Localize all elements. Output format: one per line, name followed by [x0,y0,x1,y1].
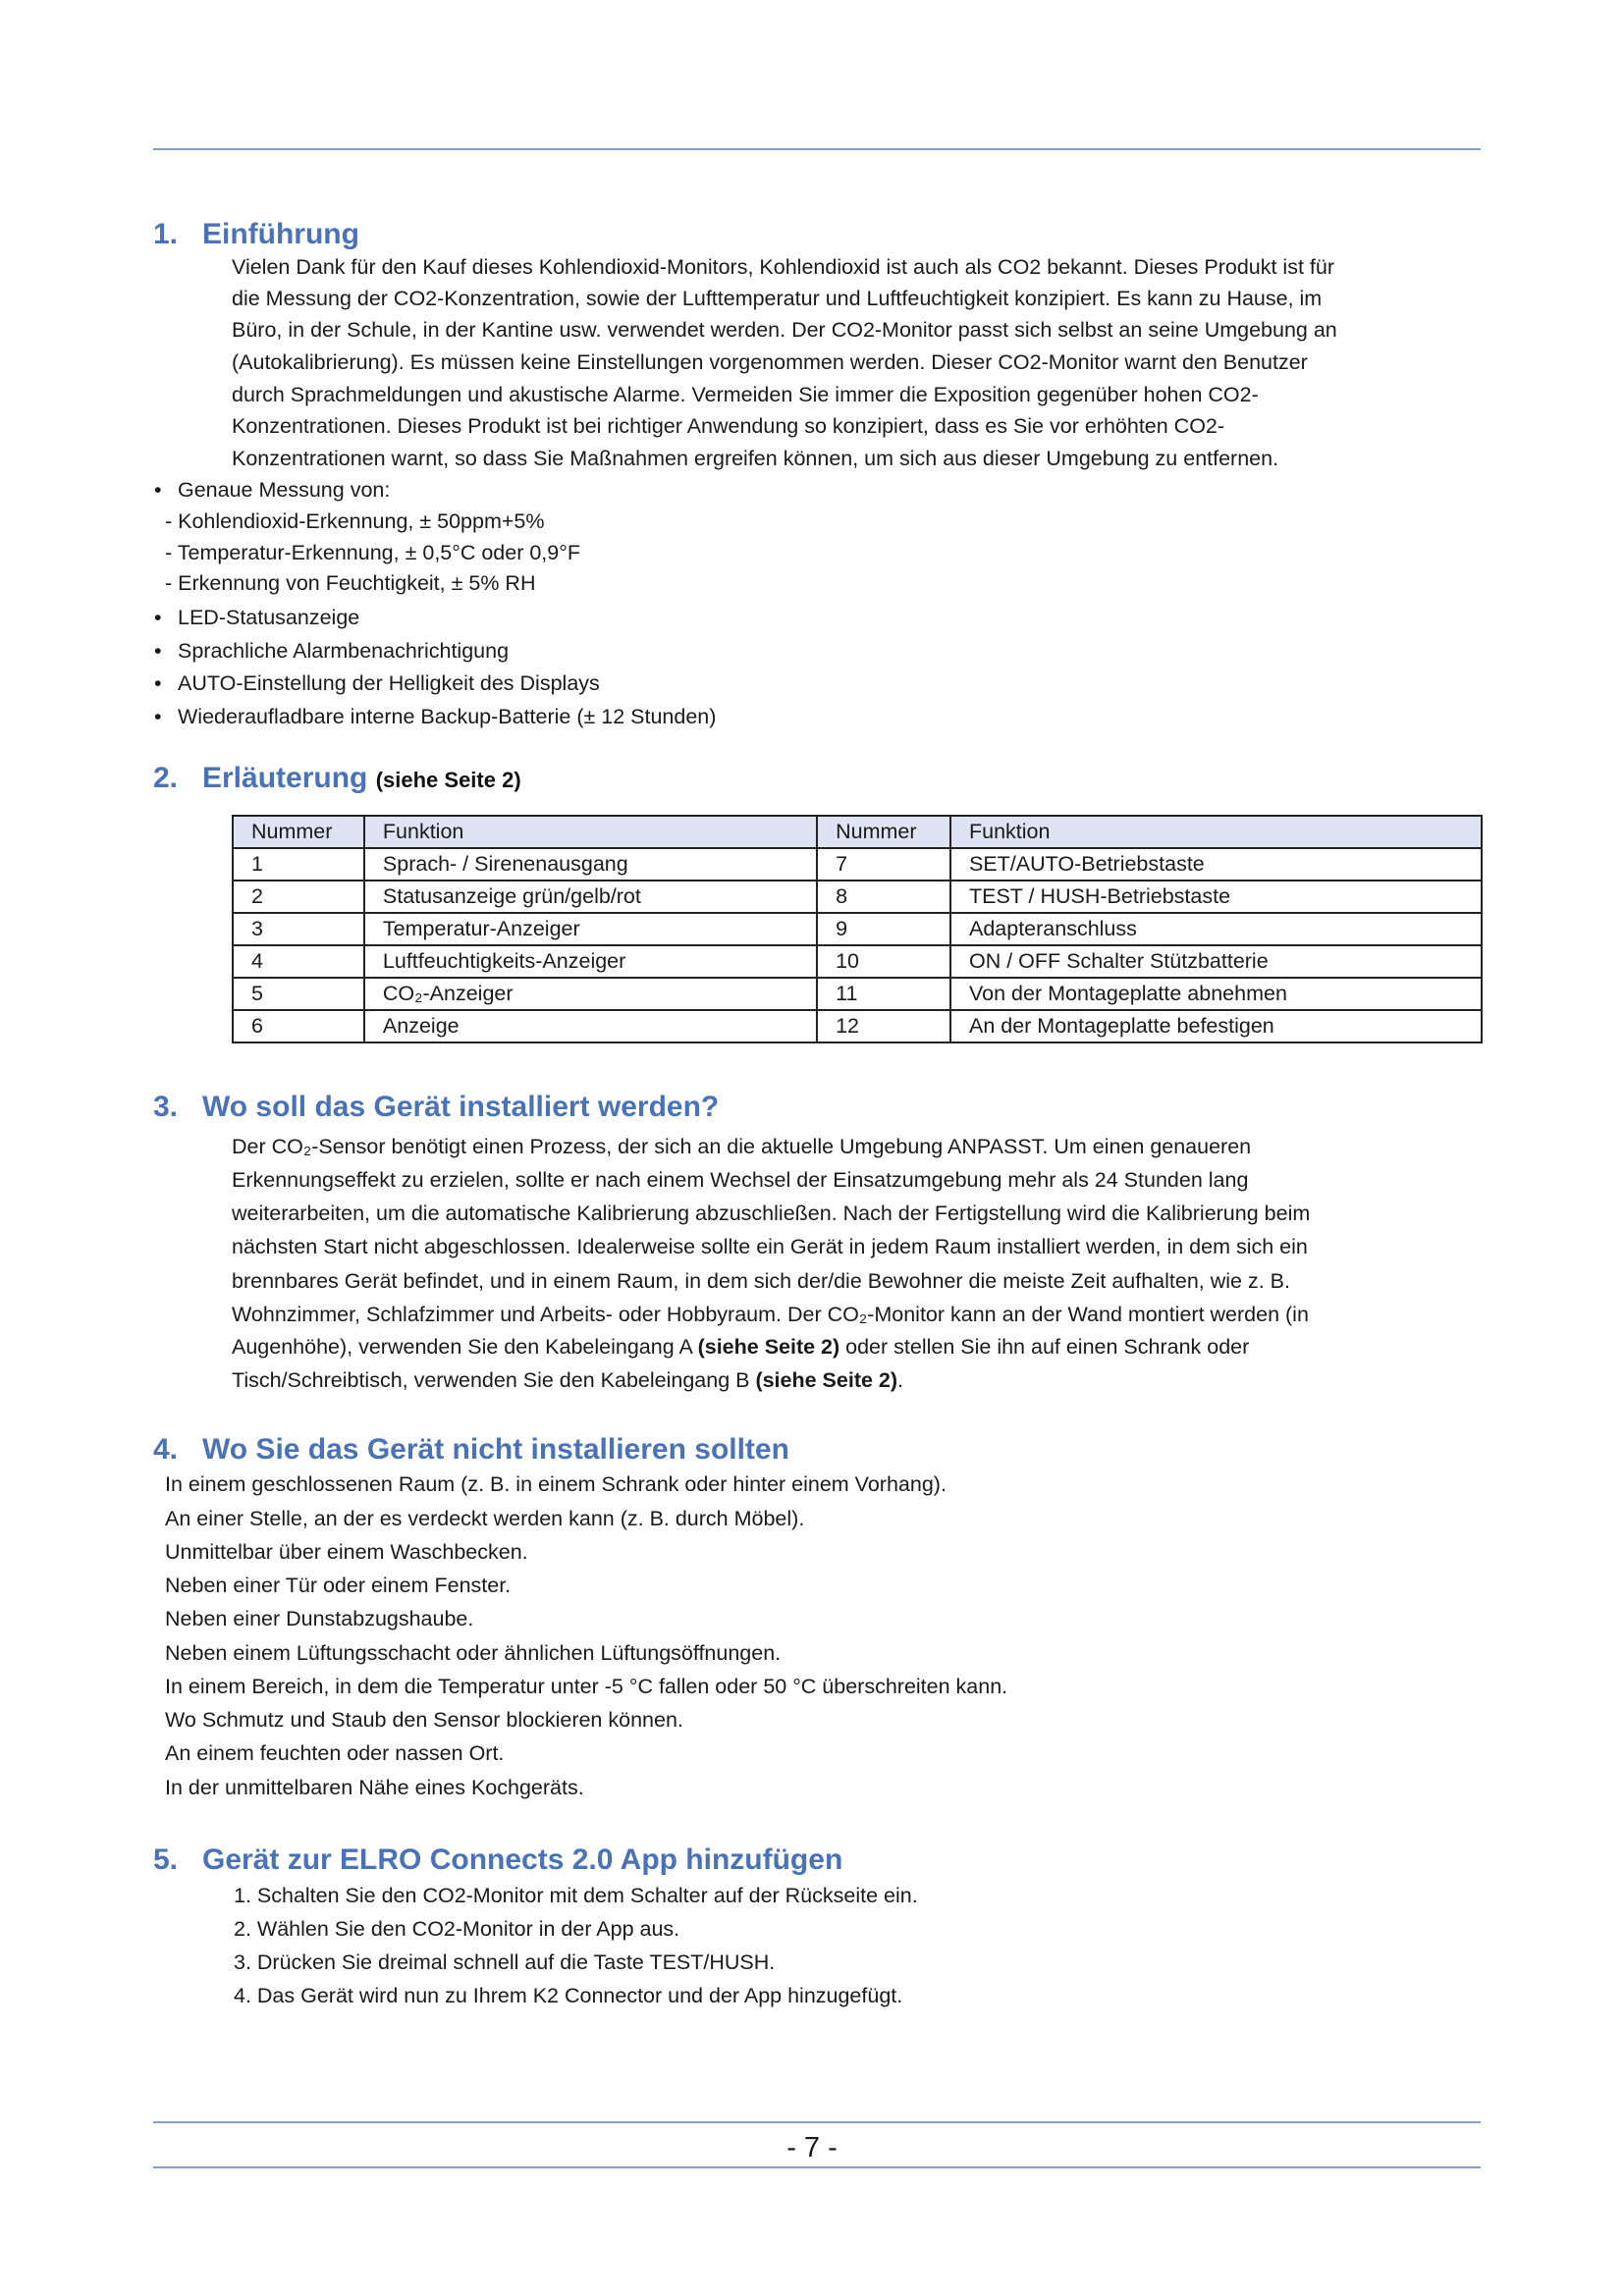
feature-item: • Wiederaufladbare interne Backup-Batterie (± 12 Stunden) [178,707,716,728]
body-text: Tisch/Schreibtisch, verwenden Sie den Kabeleingang B [232,1368,756,1392]
table-row [233,913,1482,945]
cell-function: Luftfeuchtigkeits-Anzeiger [364,945,817,978]
body-line: nächsten Start nicht abgeschlossen. Idealerweise sollte ein Gerät in jedem Raum installiert werden, in dem sich ein [232,1235,1308,1258]
cell-function: Von der Montageplatte abnehmen [950,978,1482,1010]
body-text: Augenhöhe), verwenden Sie den Kabeleingang A [232,1335,698,1359]
footer-rule-bottom [153,2166,1481,2168]
intro-line: durch Sprachmeldungen und akustische Alarme. Vermeiden Sie immer die Exposition gegenüber hohen CO2- [232,383,1259,406]
cell-number: 12 [817,1010,950,1042]
step-item: 4. Das Gerät wird nun zu Ihrem K2 Connector und der App hinzugefügt. [234,1984,903,2007]
section-5-number: 5. [153,1843,179,1876]
intro-line: Konzentrationen warnt, so dass Sie Maßnahmen ergreifen können, um sich aus dieser Umgebung zu entfernen. [232,447,1279,470]
intro-line: Konzentrationen. Dieses Produkt ist bei richtiger Anwendung so konzipiert, dass es Sie vor erhöhten CO2- [232,414,1225,438]
page-number: - 7 - [786,2132,838,2163]
section-2-subtitle: (siehe Seite 2) [375,768,521,792]
header-rule [153,148,1481,150]
table-row [233,945,1482,978]
table-row [233,978,1482,1010]
section-4-heading [153,1435,789,1465]
body-text: . [897,1368,904,1392]
list-item: In der unmittelbaren Nähe eines Kochgeräts. [165,1776,584,1799]
step-item: 2. Wählen Sie den CO2-Monitor in der App aus. [234,1917,680,1941]
body-line: brennbares Gerät befindet, und in einem Raum, in dem sich der/die Bewohner die meiste Zeit aufhalten, wie z. B. [232,1269,1290,1293]
intro-line: Vielen Dank für den Kauf dieses Kohlendioxid-Monitors, Kohlendioxid ist auch als CO2 bekannt. Dieses Produkt ist für [232,255,1334,279]
section-5-heading [153,1845,842,1875]
cell-number: 9 [817,913,950,945]
table-row [233,1010,1482,1042]
footer-rule-top [153,2121,1481,2123]
measurement-item: - Kohlendioxid-Erkennung, ± 50ppm+5% [165,509,545,533]
intro-line: die Messung der CO2-Konzentration, sowie der Lufttemperatur und Luftfeuchtigkeit konzipiert. Es kann zu Hause, im [232,287,1323,310]
header-function: Funktion [364,816,817,848]
table-row [233,881,1482,913]
step-item: 3. Drücken Sie dreimal schnell auf die Taste TEST/HUSH. [234,1950,776,1974]
page-reference: (siehe Seite 2) [755,1368,898,1392]
list-item: In einem geschlossenen Raum (z. B. in einem Schrank oder hinter einem Vorhang). [165,1472,947,1496]
cell-number: 4 [233,945,364,978]
section-4-title: Wo Sie das Gerät nicht installieren sollten [202,1433,789,1466]
list-item: Wo Schmutz und Staub den Sensor blockieren können. [165,1708,683,1732]
body-line: Der CO₂-Sensor benötigt einen Prozess, der sich an die aktuelle Umgebung ANPASST. Um einen genaueren [232,1135,1252,1158]
header-number: Nummer [233,816,364,848]
intro-line: (Autokalibrierung). Es müssen keine Einstellungen vorgenommen werden. Dieser CO2-Monitor warnt den Benutzer [232,350,1308,374]
cell-number: 11 [817,978,950,1010]
body-line: weiterarbeiten, um die automatische Kalibrierung abzuschließen. Nach der Fertigstellung wird die Kalibrierung beim [232,1201,1311,1225]
section-2-number: 2. [153,762,179,794]
cell-function: ON / OFF Schalter Stützbatterie [950,945,1482,978]
section-1-heading [153,220,359,249]
cell-function: An der Montageplatte befestigen [950,1010,1482,1042]
section-5-title: Gerät zur ELRO Connects 2.0 App hinzufügen [202,1843,843,1876]
cell-number: 3 [233,913,364,945]
table-row [233,848,1482,881]
feature-item: • AUTO-Einstellung der Helligkeit des Displays [178,673,600,695]
section-1-title: Einführung [202,218,359,250]
list-item: Unmittelbar über einem Waschbecken. [165,1540,528,1564]
section-1-number: 1. [153,218,179,250]
cell-function: TEST / HUSH-Betriebstaste [950,881,1482,913]
cell-function: Adapteranschluss [950,913,1482,945]
header-function: Funktion [950,816,1482,848]
list-item: Neben einem Lüftungsschacht oder ähnlichen Lüftungsöffnungen. [165,1641,782,1665]
cell-number: 10 [817,945,950,978]
cell-number: 2 [233,881,364,913]
cell-number: 1 [233,848,364,881]
cell-function: CO₂-Anzeiger [364,978,817,1010]
section-3-title: Wo soll das Gerät installiert werden? [202,1091,720,1123]
list-item: Neben einer Dunstabzugshaube. [165,1607,474,1630]
body-line: Wohnzimmer, Schlafzimmer und Arbeits- oder Hobbyraum. Der CO₂-Monitor kann an der Wand montiert werden (in [232,1303,1309,1326]
cell-number: 6 [233,1010,364,1042]
list-item: Neben einer Tür oder einem Fenster. [165,1574,512,1597]
cell-function: Statusanzeige grün/gelb/rot [364,881,817,913]
step-item: 1. Schalten Sie den CO2-Monitor mit dem Schalter auf der Rückseite ein. [234,1884,918,1907]
cell-number: 7 [817,848,950,881]
page-reference: (siehe Seite 2) [697,1335,840,1359]
section-3-heading [153,1093,719,1122]
cell-number: 8 [817,881,950,913]
intro-line: Büro, in der Schule, in der Kantine usw. verwendet werden. Der CO2-Monitor passt sich selbst an seine Umgebung an [232,318,1337,342]
section-2-title: Erläuterung [202,762,368,794]
body-line: Erkennungseffekt zu erzielen, sollte er nach einem Wechsel der Einsatzumgebung mehr als 24 Stunden lang [232,1168,1249,1192]
cell-function: Temperatur-Anzeiger [364,913,817,945]
measurement-item: - Erkennung von Feuchtigkeit, ± 5% RH [165,571,536,595]
body-text: oder stellen Sie ihn auf einen Schrank oder [839,1335,1250,1359]
cell-function: Anzeige [364,1010,817,1042]
cell-number: 5 [233,978,364,1010]
measurement-bullet: • Genaue Messung von: [178,480,390,502]
body-line [232,1370,903,1392]
cell-function: SET/AUTO-Betriebstaste [950,848,1482,881]
section-3-number: 3. [153,1091,179,1123]
section-4-number: 4. [153,1433,179,1466]
feature-item: • Sprachliche Alarmbenachrichtigung [178,641,509,663]
section-2-heading [153,764,521,793]
measurement-item: - Temperatur-Erkennung, ± 0,5°C oder 0,9°F [165,541,580,564]
legend-table [232,815,1483,1043]
legend-header-row [233,816,1482,848]
feature-item: • LED-Statusanzeige [178,608,359,629]
body-line [232,1337,1249,1359]
list-item: An einer Stelle, an der es verdeckt werden kann (z. B. durch Möbel). [165,1507,805,1530]
cell-function: Sprach- / Sirenenausgang [364,848,817,881]
list-item: An einem feuchten oder nassen Ort. [165,1741,505,1765]
list-item: In einem Bereich, in dem die Temperatur unter -5 °C fallen oder 50 °C überschreiten kann. [165,1675,1008,1698]
header-number: Nummer [817,816,950,848]
